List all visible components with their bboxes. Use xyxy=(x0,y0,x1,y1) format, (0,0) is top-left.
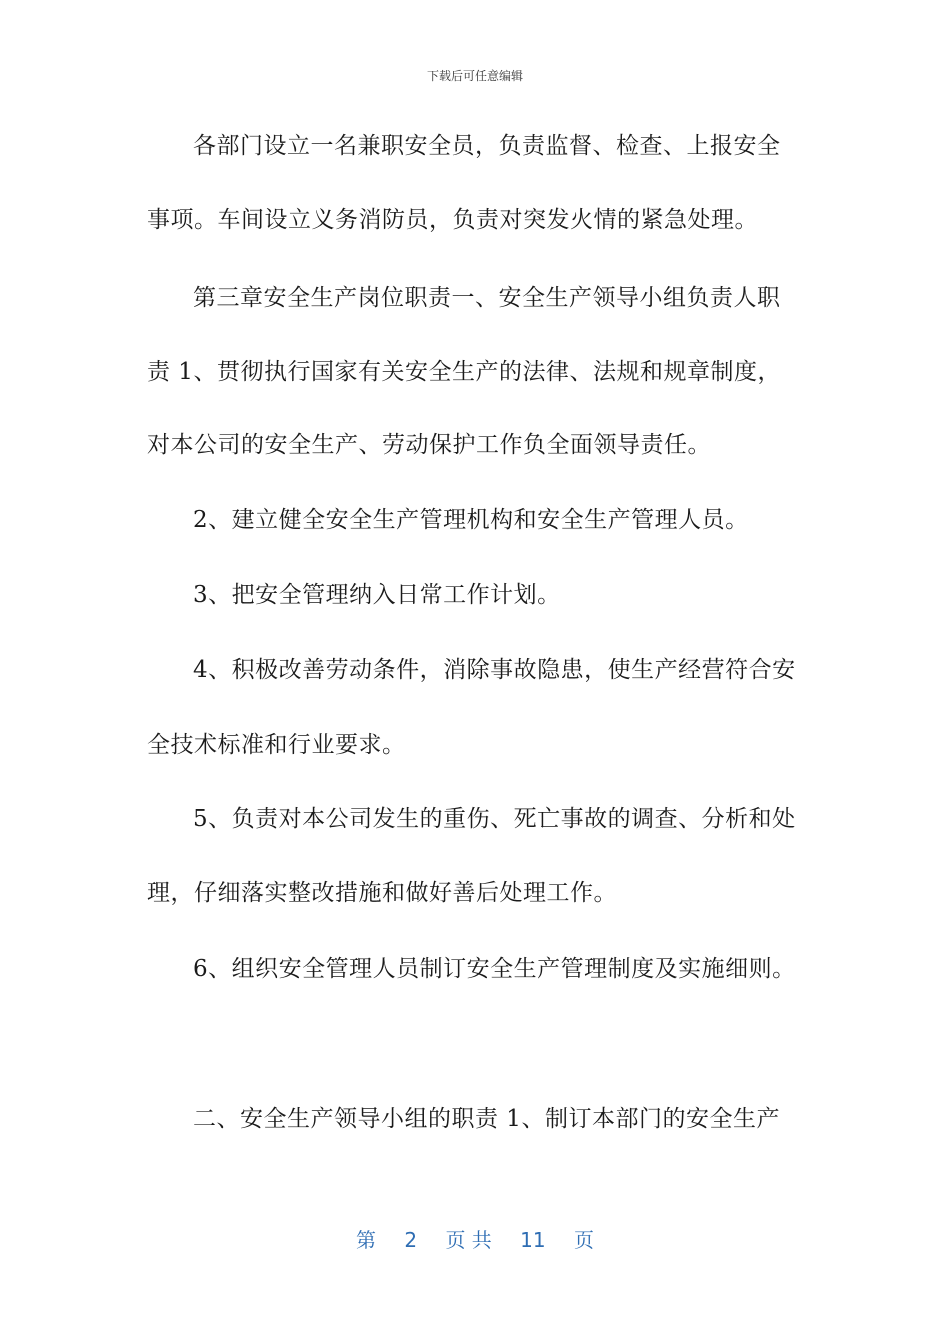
page-suffix: 页 xyxy=(573,1228,594,1252)
paragraph-line: 5、负责对本公司发生的重伤、死亡事故的调查、分析和处 xyxy=(193,806,796,832)
total-pages: 11 xyxy=(520,1228,546,1252)
page-header: 下载后可任意编辑 xyxy=(426,69,523,83)
paragraph-line: 对本公司的安全生产、劳动保护工作负全面领导责任。 xyxy=(147,432,711,458)
page-prefix: 第 xyxy=(356,1228,376,1252)
paragraph-line: 第三章安全生产岗位职责一、安全生产领导小组负责人职 xyxy=(193,285,781,311)
paragraph-line: 全技术标准和行业要求。 xyxy=(147,732,406,758)
paragraph-line: 事项。车间设立义务消防员，负责对突发火情的紧急处理。 xyxy=(147,207,758,233)
page-middle: 页 共 xyxy=(445,1228,492,1252)
paragraph-line: 理，仔细落实整改措施和做好善后处理工作。 xyxy=(147,880,617,906)
paragraph-line: 二、安全生产领导小组的职责 1、制订本部门的安全生产 xyxy=(193,1106,780,1132)
paragraph-line: 各部门设立一名兼职安全员，负责监督、检查、上报安全 xyxy=(193,133,781,159)
paragraph-line: 3、把安全管理纳入日常工作计划。 xyxy=(193,582,561,608)
paragraph-line: 2、建立健全安全生产管理机构和安全生产管理人员。 xyxy=(193,507,749,533)
page-footer xyxy=(0,1224,950,1253)
paragraph-line: 4、积极改善劳动条件，消除事故隐患，使生产经营符合安 xyxy=(193,657,796,683)
paragraph-line: 6、组织安全管理人员制订安全生产管理制度及实施细则。 xyxy=(193,956,796,982)
page-number: 2 xyxy=(404,1228,418,1252)
paragraph-line: 责 1、贯彻执行国家有关安全生产的法律、法规和规章制度， xyxy=(147,359,781,385)
